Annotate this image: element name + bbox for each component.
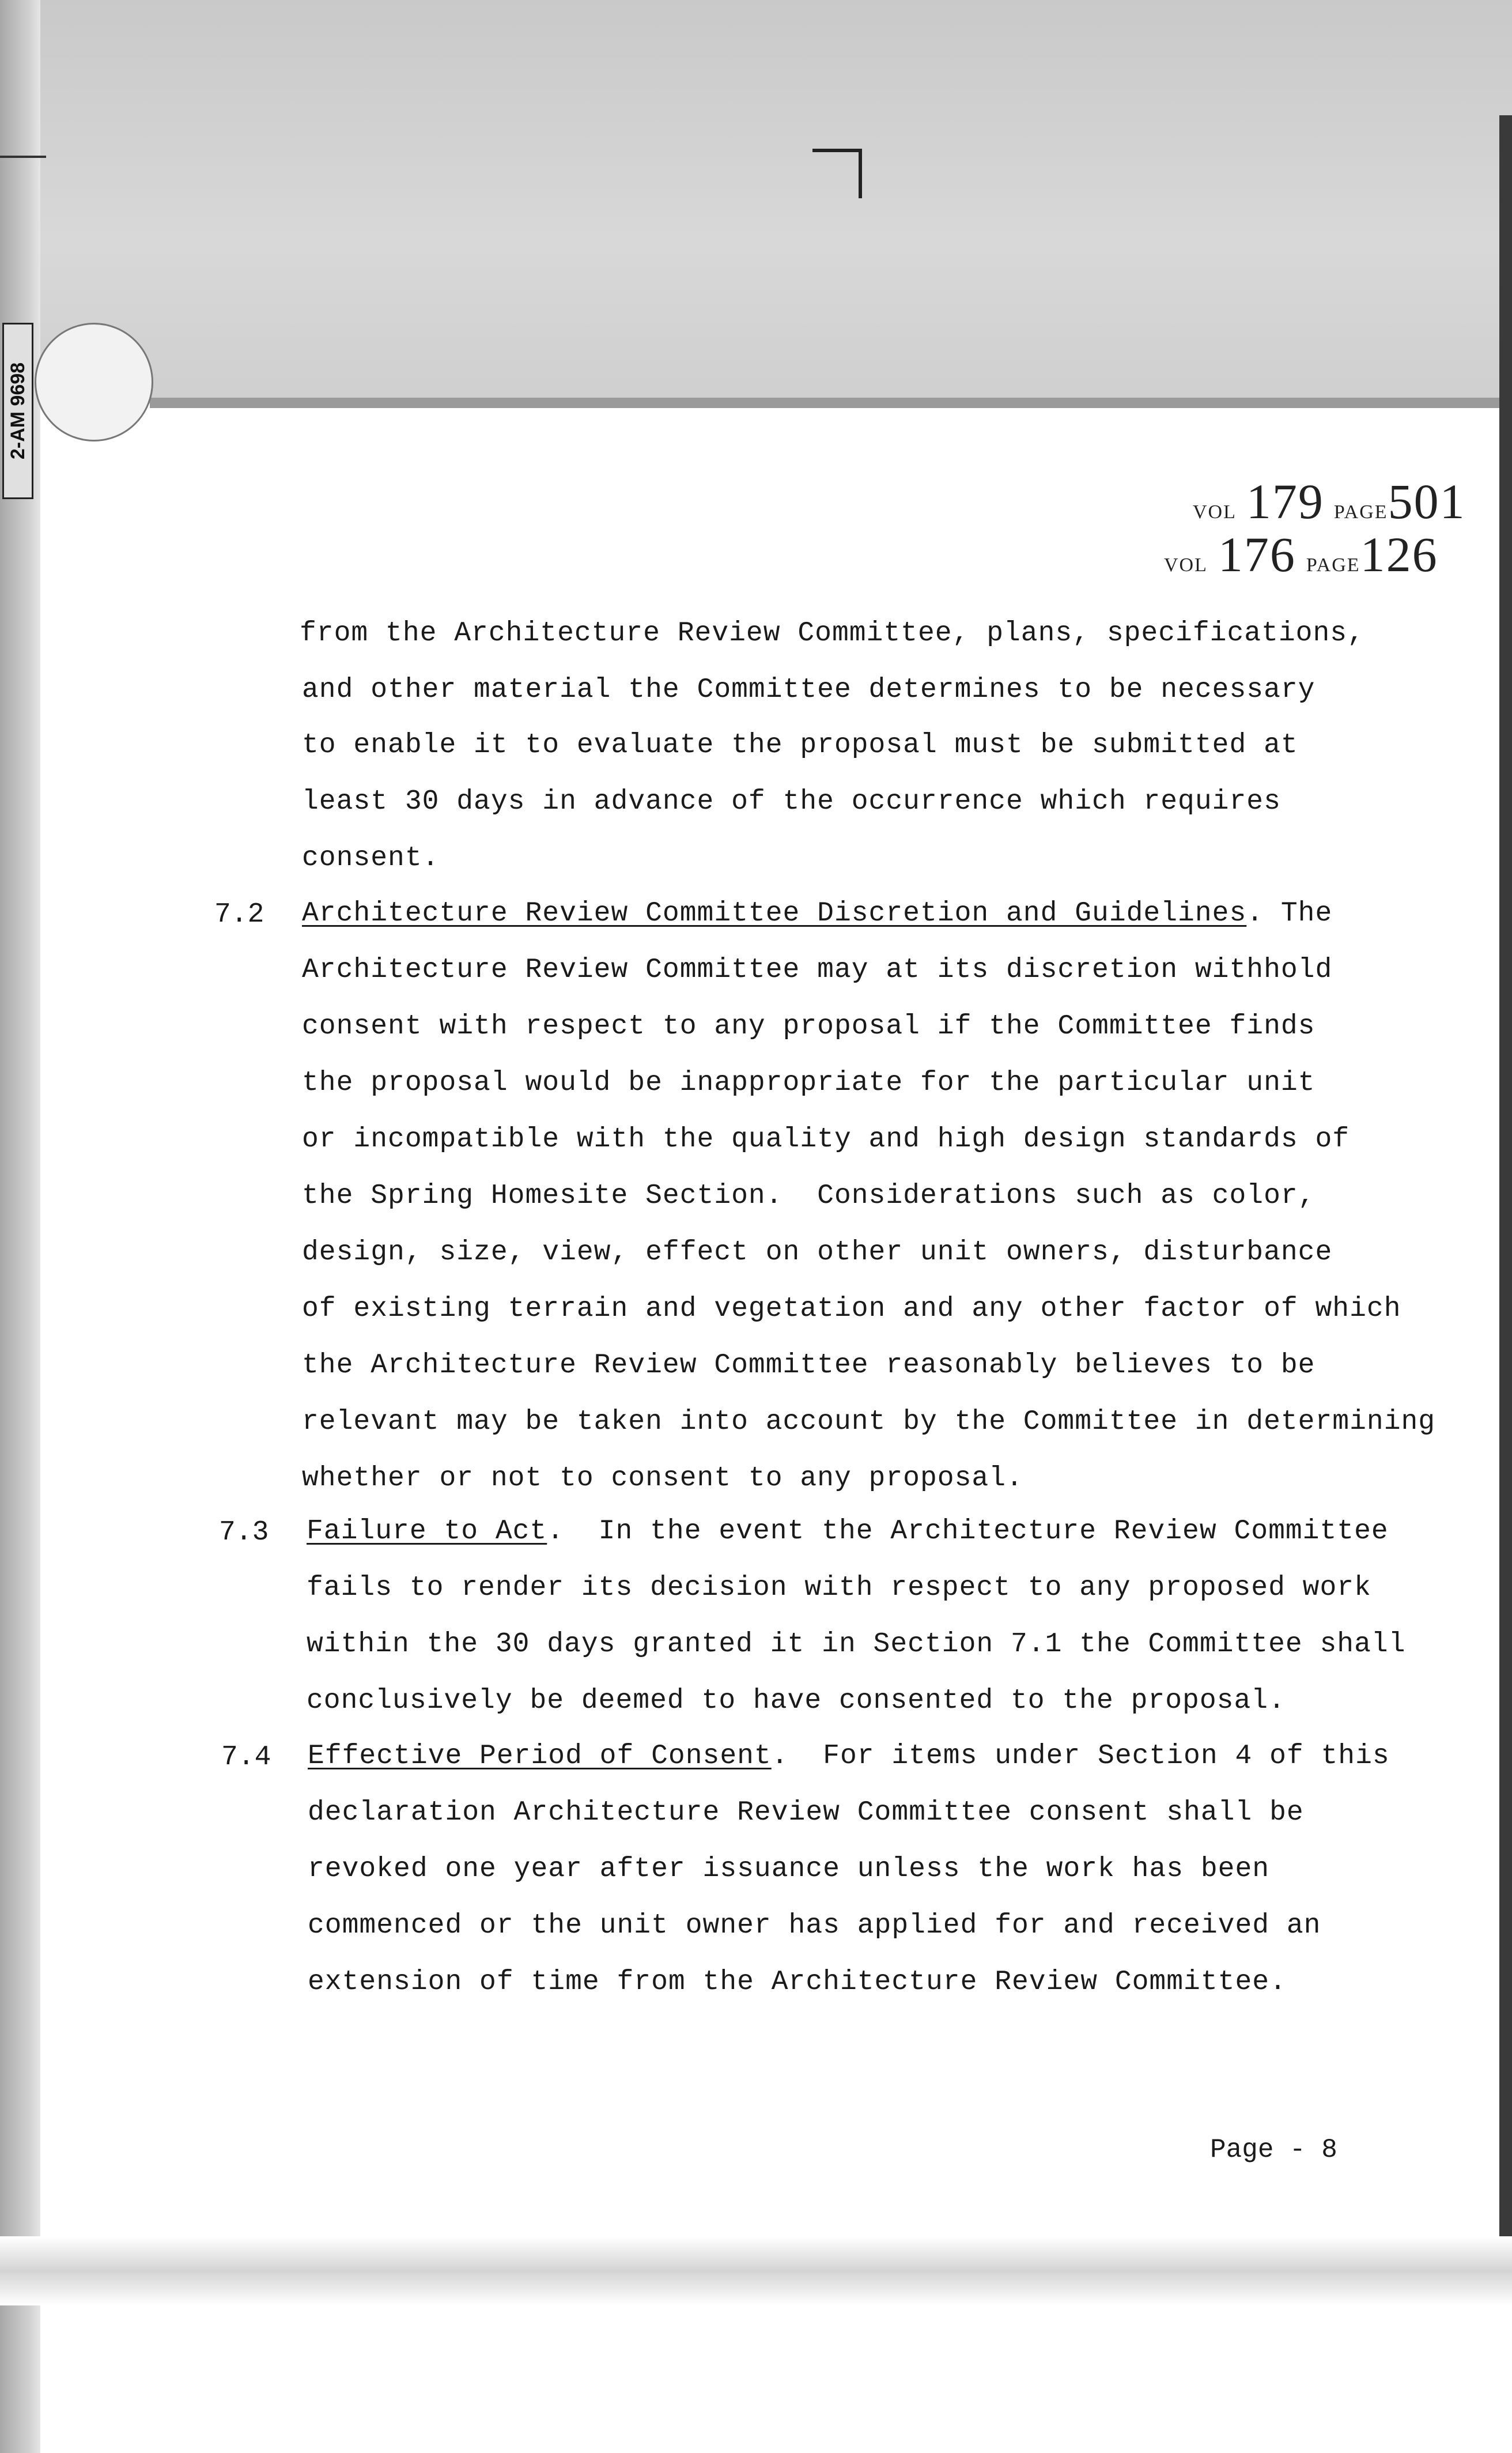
section-text: . In the event the Architecture Review Committee xyxy=(547,1516,1389,1547)
section-line: declaration Architecture Review Committee consent shall be xyxy=(308,1797,1304,1828)
section-line: within the 30 days granted it in Section 7.1 the Committee shall xyxy=(307,1629,1406,1660)
page-number-footer: Page - 8 xyxy=(1210,2135,1337,2165)
section-text: . The xyxy=(1246,898,1333,929)
section-line: the Architecture Review Committee reasonably believes to be xyxy=(302,1350,1316,1381)
section-first-line xyxy=(302,898,1332,929)
scan-header-band xyxy=(0,0,1512,403)
intro-line: from the Architecture Review Committee, plans, specifications, xyxy=(300,618,1364,649)
intro-line: and other material the Committee determines to be necessary xyxy=(302,674,1316,705)
section-line: whether or not to consent to any proposal. xyxy=(302,1463,1023,1494)
section-line: commenced or the unit owner has applied for and received an xyxy=(308,1910,1321,1941)
intro-line: consent. xyxy=(302,843,440,874)
page-number: 501 xyxy=(1388,474,1466,529)
section-line: or incompatible with the quality and high design standards of xyxy=(302,1124,1350,1155)
section-line: extension of time from the Architecture Review Committee. xyxy=(308,1967,1287,1998)
intro-line: to enable it to evaluate the proposal must be submitted at xyxy=(302,730,1298,761)
section-line: Architecture Review Committee may at its discretion withhold xyxy=(302,954,1333,986)
section-line: consent with respect to any proposal if the Committee finds xyxy=(302,1011,1316,1042)
recording-stamp-1 xyxy=(1193,473,1466,530)
intro-line: least 30 days in advance of the occurrence which requires xyxy=(302,786,1281,817)
recording-stamp-2 xyxy=(1164,526,1438,583)
left-rule-mark xyxy=(0,156,46,158)
section-line: conclusively be deemed to have consented to the proposal. xyxy=(307,1685,1286,1716)
section-number: 7.2 xyxy=(214,899,264,930)
page-label: PAGE xyxy=(1306,554,1360,576)
section-line: the proposal would be inappropriate for the particular unit xyxy=(302,1067,1316,1099)
side-stamp: 2-AM 9698 xyxy=(2,323,33,499)
section-line: relevant may be taken into account by the Committee in determining xyxy=(302,1406,1436,1437)
vol-label: VOL xyxy=(1193,501,1237,523)
punch-hole xyxy=(35,323,153,441)
section-line: fails to render its decision with respect to any proposed work xyxy=(307,1572,1371,1603)
section-text: . For items under Section 4 of this xyxy=(771,1741,1390,1772)
page-label: PAGE xyxy=(1333,501,1388,523)
scan-right-edge xyxy=(1499,115,1512,2305)
section-heading: Failure to Act xyxy=(307,1516,547,1547)
section-heading: Architecture Review Committee Discretion and Guidelines xyxy=(302,898,1247,929)
section-number: 7.4 xyxy=(221,1742,271,1773)
corner-crop-mark xyxy=(812,149,862,198)
section-line: the Spring Homesite Section. Considerations such as color, xyxy=(302,1180,1316,1212)
page-number: 126 xyxy=(1360,527,1438,582)
section-first-line xyxy=(307,1516,1389,1547)
vol-number: 176 xyxy=(1218,527,1296,582)
section-line: design, size, view, effect on other unit owners, disturbance xyxy=(302,1237,1333,1268)
scan-band-edge xyxy=(150,398,1512,408)
vol-number: 179 xyxy=(1246,474,1324,529)
vol-label: VOL xyxy=(1164,554,1208,576)
section-number: 7.3 xyxy=(219,1517,269,1548)
section-line: of existing terrain and vegetation and any other factor of which xyxy=(302,1293,1401,1324)
section-first-line xyxy=(308,1741,1390,1772)
scan-bottom-band xyxy=(0,2236,1512,2305)
section-line: revoked one year after issuance unless the work has been xyxy=(308,1854,1270,1885)
section-heading: Effective Period of Consent xyxy=(308,1741,772,1772)
